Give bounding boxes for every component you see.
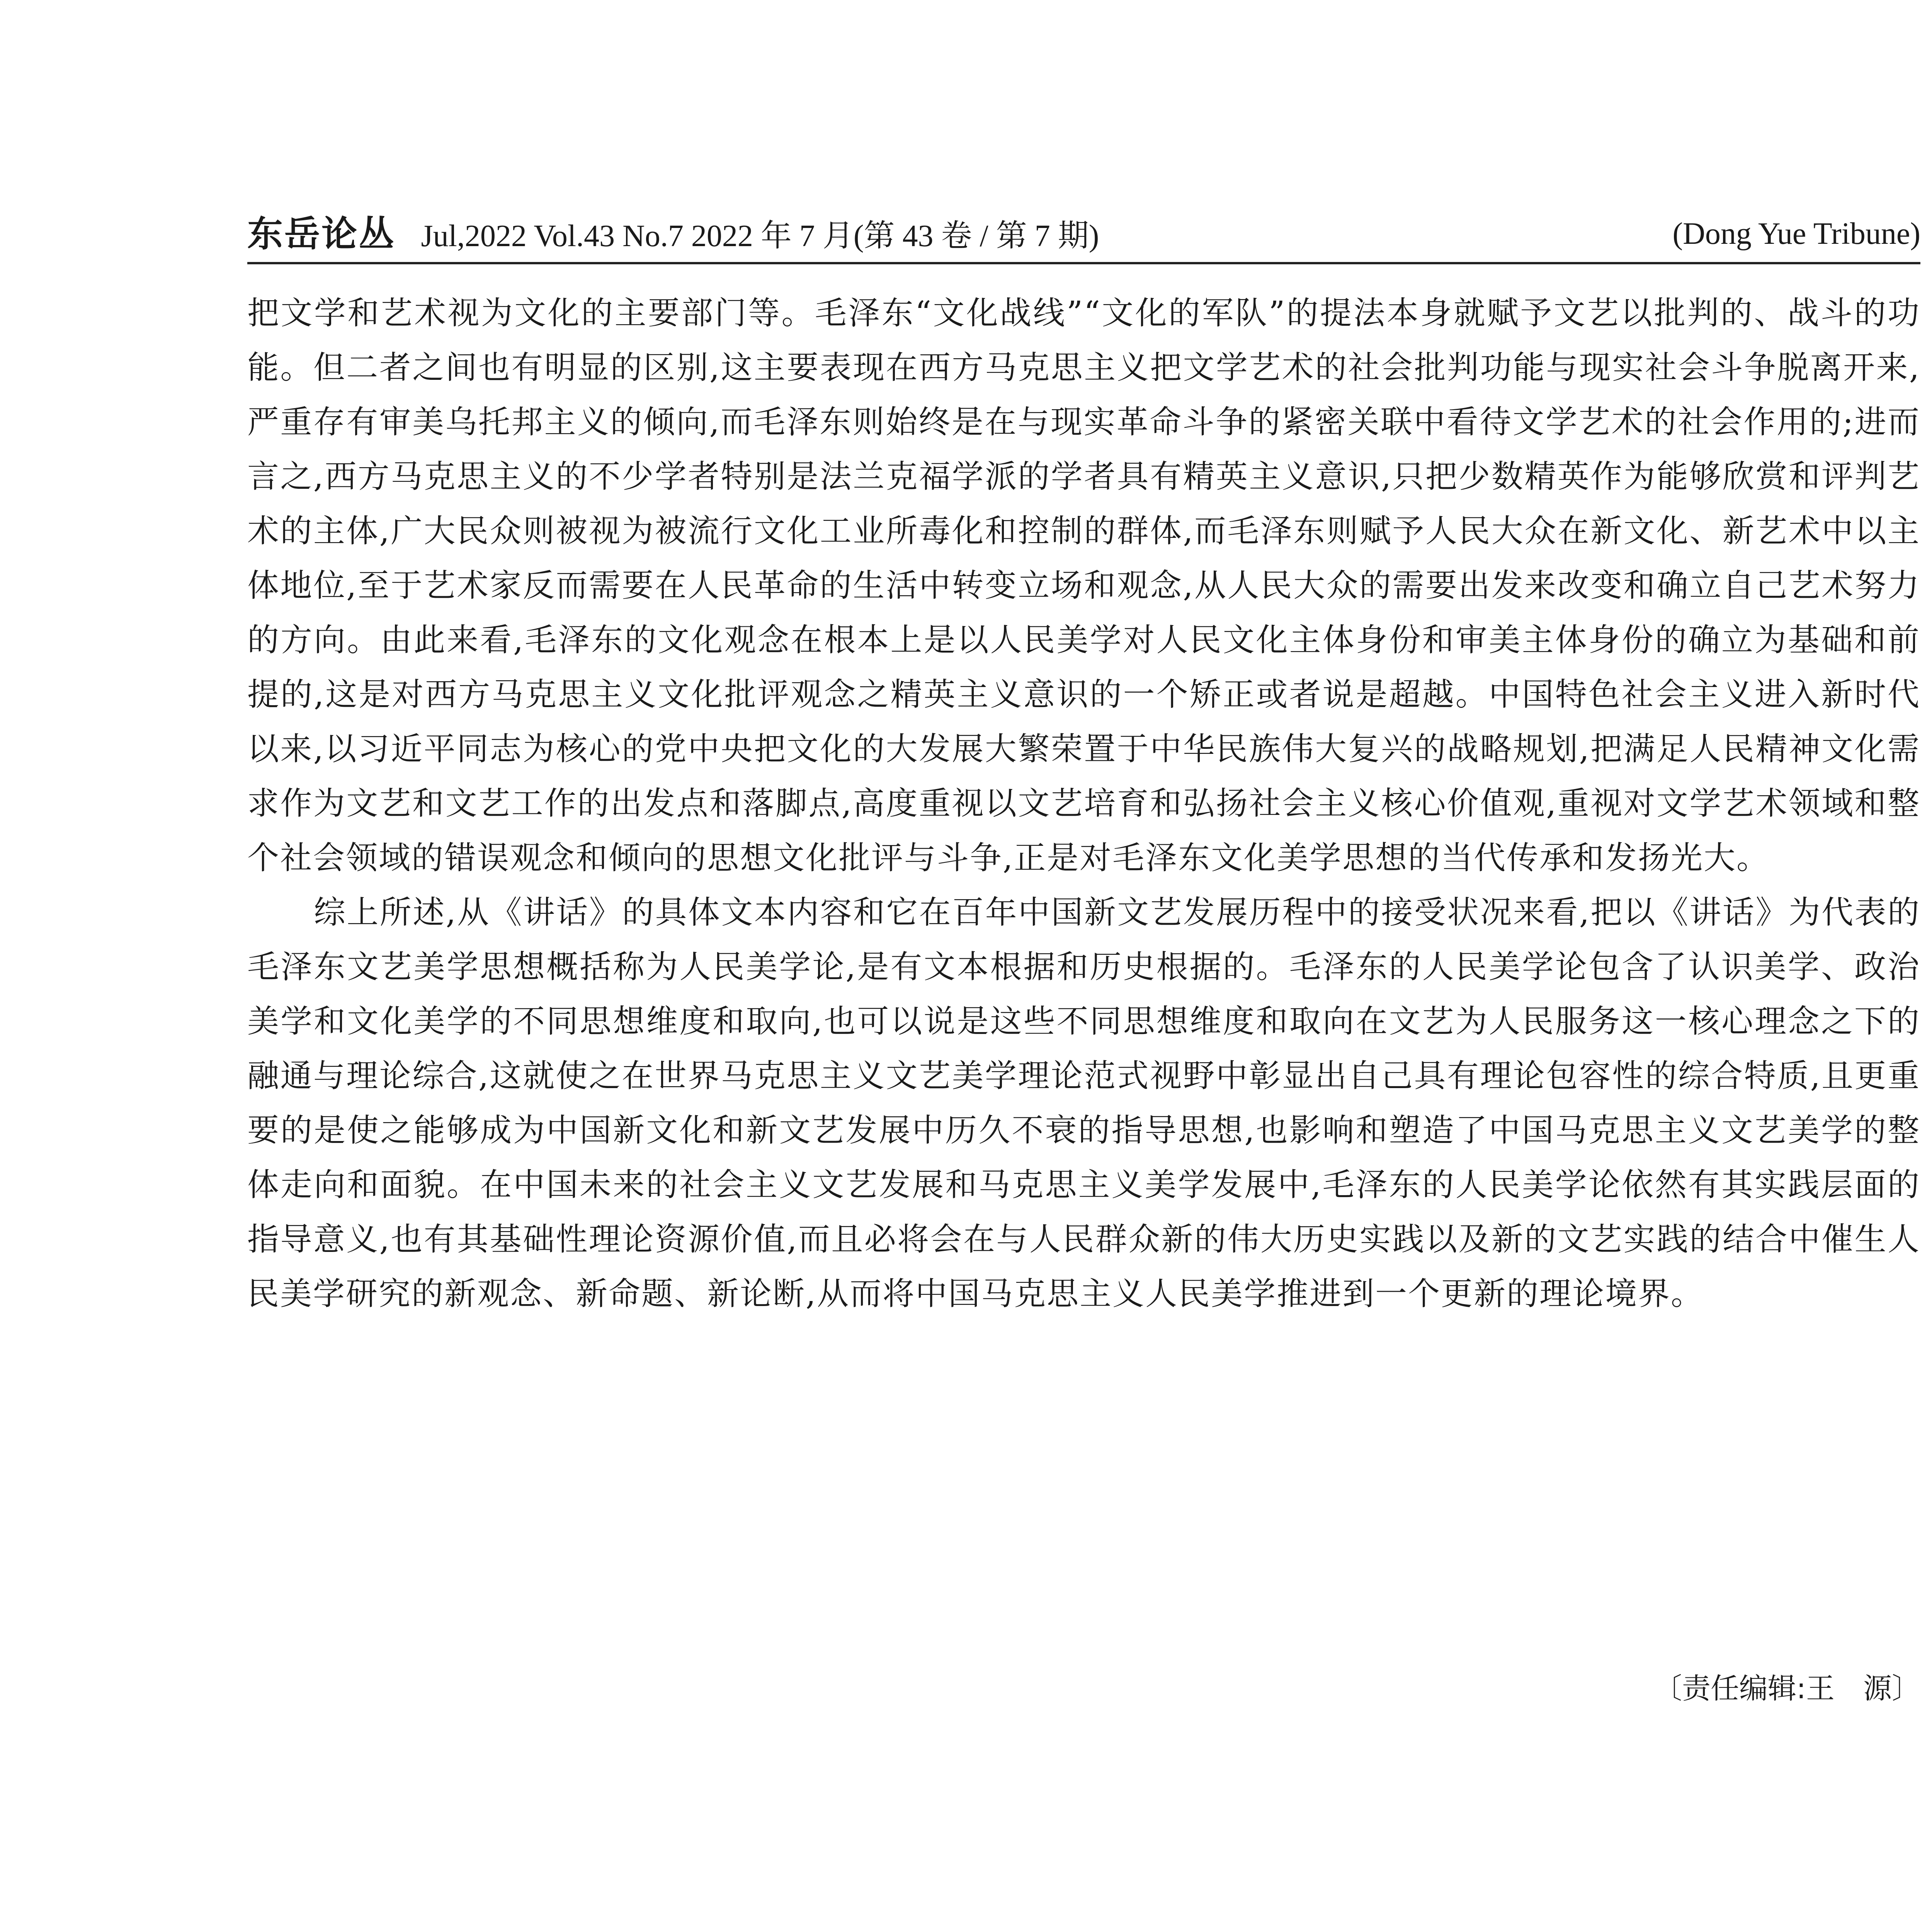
paragraph-continuation: 把文学和艺术视为文化的主要部门等。毛泽东“文化战线”“文化的军队”的提法本身就赋予文艺以批判的、战斗的功能。但二者之间也有明显的区别,这主要表现在西方马克思主义把文学艺术的社会批判功能与现实社会斗争脱离开来,严重存有审美乌托邦主义的倾向,而毛泽东则始终是在与现实革命斗争的紧密关联中看待文学艺术的社会作用的;进而言之,西方马克思主义的不少学者特别是法兰克福学派的学者具有精英主义意识,只把少数精英作为能够欣赏和评判艺术的主体,广大民众则被视为被流行文化工业所毒化和控制的群体,而毛泽东则赋予人民大众在新文化、新艺术中以主体地位,至于艺术家反而需要在人民革命的生活中转变立场和观念,从人民大众的需要出发来改变和确立自己艺术努力的方向。由此来看,毛泽东的文化观念在根本上是以人民美学对人民文化主体身份和审美主体身份的确立为基础和前提的,这是对西方马克思主义文化批评观念之精英主义意识的一个矫正或者说是超越。中国特色社会主义进入新时代以来,以习近平同志为核心的党中央把文化的大发展大繁荣置于中华民族伟大复兴的战略规划,把满足人民精神文化需求作为文艺和文艺工作的出发点和落脚点,高度重视以文艺培育和弘扬社会主义核心价值观,重视对文学艺术领域和整个社会领域的错误观念和倾向的思想文化批评与斗争,正是对毛泽东文化美学思想的当代传承和发扬光大。 [247,295,1920,876]
journal-name: 东岳论丛 [247,213,396,255]
journal-english-name: (Dong Yue Tribune) [1672,217,1920,251]
article-body [247,286,1920,1321]
issue-info: Jul,2022 Vol.43 No.7 2022 年 7 月(第 43 卷 / 第 7 期) [421,219,1099,253]
running-header [247,214,1920,253]
header-divider [247,262,1920,264]
header-left [247,214,1099,255]
paragraph-conclusion: 综上所述,从《讲话》的具体文本内容和它在百年中国新文艺发展历程中的接受状况来看,把以《讲话》为代表的毛泽东文艺美学思想概括称为人民美学论,是有文本根据和历史根据的。毛泽东的人民美学论包含了认识美学、政治美学和文化美学的不同思想维度和取向,也可以说是这些不同思想维度和取向在文艺为人民服务这一核心理念之下的融通与理论综合,这就使之在世界马克思主义文艺美学理论范式视野中彰显出自己具有理论包容性的综合特质,且更重要的是使之能够成为中国新文化和新文艺发展中历久不衰的指导思想,也影响和塑造了中国马克思主义文艺美学的整体走向和面貌。在中国未来的社会主义文艺发展和马克思主义美学发展中,毛泽东的人民美学论依然有其实践层面的指导意义,也有其基础性理论资源价值,而且必将会在与人民群众新的伟大历史实践以及新的文艺实践的结合中催生人民美学研究的新观念、新命题、新论断,从而将中国马克思主义人民美学推进到一个更新的理论境界。 [247,894,1920,1312]
responsible-editor: 〔责任编辑:王 源〕 [1653,1672,1920,1705]
